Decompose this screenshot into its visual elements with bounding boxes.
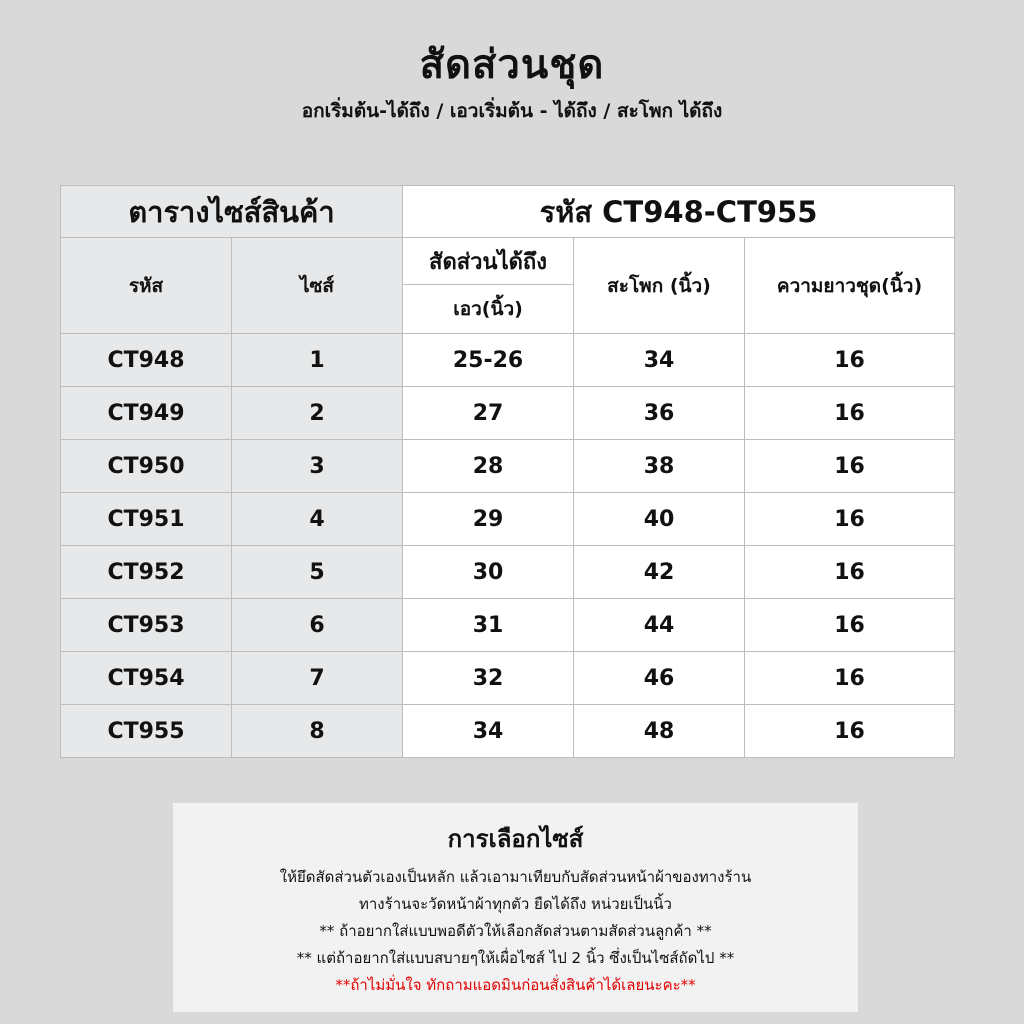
cell-code: CT954 bbox=[61, 652, 232, 705]
cell-waist: 30 bbox=[403, 546, 574, 599]
size-chart-table bbox=[60, 185, 955, 758]
cell-hip: 48 bbox=[574, 705, 745, 758]
table-row bbox=[61, 493, 955, 546]
cell-length: 16 bbox=[745, 652, 955, 705]
column-header-code: รหัส bbox=[61, 238, 232, 334]
cell-code: CT950 bbox=[61, 440, 232, 493]
cell-code: CT952 bbox=[61, 546, 232, 599]
notes-line: ** แต่ถ้าอยากใส่แบบสบายๆให้เผื่อไซส์ ไป 2 นิ้ว ซึ่งเป็นไซส์ถัดไป ** bbox=[296, 949, 735, 967]
table-row bbox=[61, 652, 955, 705]
cell-waist: 25-26 bbox=[403, 334, 574, 387]
cell-length: 16 bbox=[745, 440, 955, 493]
table-header-row bbox=[61, 186, 955, 238]
notes-title: การเลือกไซส์ bbox=[447, 825, 584, 853]
cell-size: 8 bbox=[232, 705, 403, 758]
cell-size: 2 bbox=[232, 387, 403, 440]
cell-waist: 28 bbox=[403, 440, 574, 493]
cell-size: 6 bbox=[232, 599, 403, 652]
page-subtitle: อกเริ่มต้น-ได้ถึง / เอวเริ่มต้น - ได้ถึง / สะโพก ได้ถึง bbox=[301, 100, 723, 122]
column-header-size: ไซส์ bbox=[232, 238, 403, 334]
cell-waist: 32 bbox=[403, 652, 574, 705]
notes-line: ทางร้านจะวัดหน้าผ้าทุกตัว ยืดได้ถึง หน่วยเป็นนิ้ว bbox=[359, 895, 672, 913]
cell-code: CT948 bbox=[61, 334, 232, 387]
cell-waist: 31 bbox=[403, 599, 574, 652]
cell-size: 7 bbox=[232, 652, 403, 705]
page-title: สัดส่วนชุด bbox=[419, 42, 605, 88]
cell-hip: 36 bbox=[574, 387, 745, 440]
notes-line: ** ถ้าอยากใส่แบบพอดีตัวให้เลือกสัดส่วนตามสัดส่วนลูกค้า ** bbox=[319, 922, 712, 940]
cell-length: 16 bbox=[745, 705, 955, 758]
cell-hip: 42 bbox=[574, 546, 745, 599]
cell-length: 16 bbox=[745, 599, 955, 652]
table-row bbox=[61, 705, 955, 758]
cell-code: CT951 bbox=[61, 493, 232, 546]
cell-hip: 40 bbox=[574, 493, 745, 546]
cell-size: 4 bbox=[232, 493, 403, 546]
column-header-hip: สะโพก (นิ้ว) bbox=[574, 238, 745, 334]
cell-size: 5 bbox=[232, 546, 403, 599]
cell-hip: 34 bbox=[574, 334, 745, 387]
notes-warning-line: **ถ้าไม่มั่นใจ ทักถามแอดมินก่อนสั่งสินค้าได้เลยนะคะ** bbox=[335, 976, 696, 994]
column-header-row bbox=[61, 238, 955, 285]
cell-size: 1 bbox=[232, 334, 403, 387]
cell-hip: 46 bbox=[574, 652, 745, 705]
column-group-header: สัดส่วนได้ถึง bbox=[403, 238, 574, 285]
table-row bbox=[61, 387, 955, 440]
size-chart-heading: ตารางไซส์สินค้า bbox=[61, 186, 403, 238]
column-header-waist: เอว(นิ้ว) bbox=[403, 285, 574, 334]
cell-waist: 29 bbox=[403, 493, 574, 546]
table-row bbox=[61, 546, 955, 599]
cell-length: 16 bbox=[745, 387, 955, 440]
cell-waist: 34 bbox=[403, 705, 574, 758]
cell-hip: 44 bbox=[574, 599, 745, 652]
cell-length: 16 bbox=[745, 546, 955, 599]
column-header-length: ความยาวชุด(นิ้ว) bbox=[745, 238, 955, 334]
notes-line: ให้ยึดสัดส่วนตัวเองเป็นหลัก แล้วเอามาเทียบกับสัดส่วนหน้าผ้าของทางร้าน bbox=[279, 868, 752, 886]
cell-size: 3 bbox=[232, 440, 403, 493]
cell-hip: 38 bbox=[574, 440, 745, 493]
cell-length: 16 bbox=[745, 334, 955, 387]
cell-code: CT955 bbox=[61, 705, 232, 758]
cell-waist: 27 bbox=[403, 387, 574, 440]
table-row bbox=[61, 599, 955, 652]
cell-code: CT953 bbox=[61, 599, 232, 652]
size-selection-notes bbox=[173, 803, 858, 1012]
cell-length: 16 bbox=[745, 493, 955, 546]
table-row bbox=[61, 440, 955, 493]
product-code-range-heading: รหัส CT948-CT955 bbox=[403, 186, 955, 238]
cell-code: CT949 bbox=[61, 387, 232, 440]
table-row bbox=[61, 334, 955, 387]
